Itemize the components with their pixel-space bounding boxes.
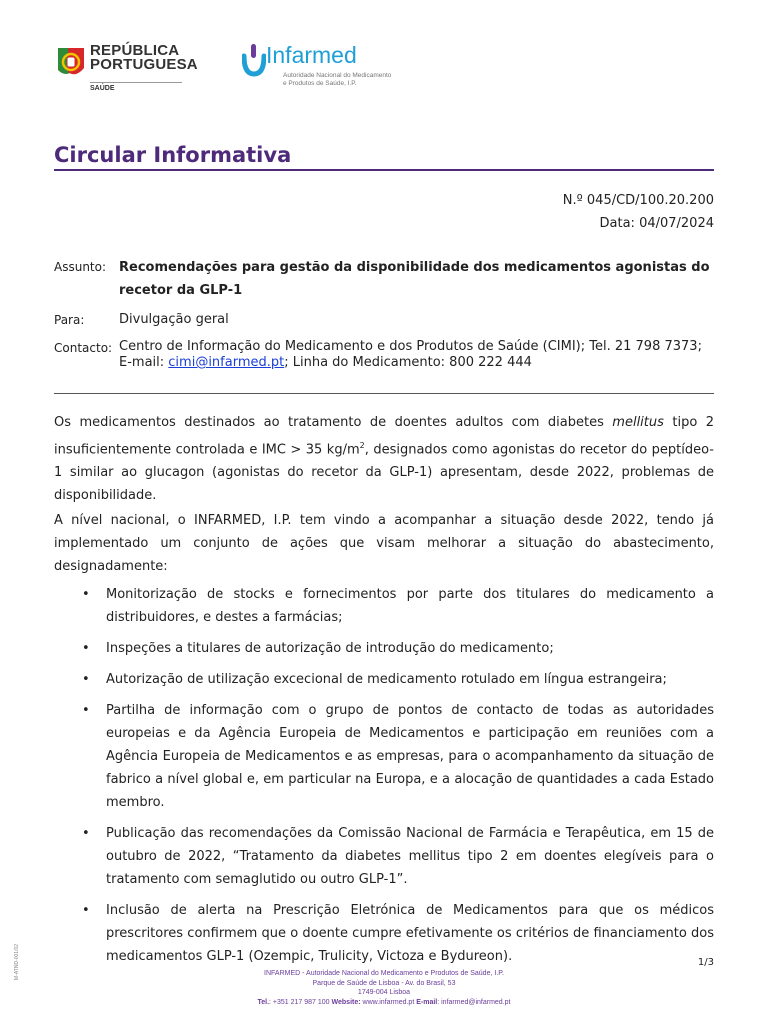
page-number: 1/3 — [697, 957, 714, 968]
list-item: • Monitorização de stocks e fornecimentos por parte dos titulares do medicamento a distribuidores, e destes a farmácias; — [82, 587, 714, 625]
document-reference: N.º 045/CD/100.20.200 — [562, 193, 714, 208]
list-item: • Inspeções a titulares de autorização de introdução do medicamento; — [82, 641, 554, 656]
header-separator — [54, 393, 714, 394]
list-item: • Inclusão de alerta na Prescrição Eletrónica de Medicamentos para que os médicos prescritores confirmem que o doente cumpre efetivamente os critérios de financiamento dos medicamentos GLP-1 (Ozempic, Trulicity, Victoza e Bydureon). — [82, 903, 714, 964]
actions-list — [54, 583, 714, 976]
infarmed-tagline: Autoridade Nacional do Medicamento e Produtos de Saúde, I.P. — [283, 72, 392, 87]
list-item: • Autorização de utilização excecional de medicamento rotulado em língua estrangeira; — [82, 672, 667, 687]
to-value: Divulgação geral — [119, 312, 229, 327]
list-item: • Partilha de informação com o grupo de pontos de contacto de todas as autoridades europeias e da Agência Europeia de Medicamentos e participação em reuniões com a Agência Europeia de Medicamentos e as empresas, para o acompanhamento da situação de fabrico a nível global e, em particular na Europa, e a alocação de quantidades a cada Estado membro. — [82, 703, 714, 810]
paragraph-intro: Os medicamentos destinados ao tratamento de doentes adultos com diabetes mellitus tipo 2 insuficientemente controlada e IMC > 35 $kg/m^2$, designados como agonistas do recetor do peptídeo-1 similar ao glucagon (agonistas do recetor da GLP-1) apresentam, desde 2022, problemas de disponibilidade. — [54, 415, 714, 504]
republica-portuguesa-name: REPÚBLICA PORTUGUESA — [90, 42, 198, 73]
contact-label: Contacto: — [54, 341, 113, 355]
ministry-label: SAÚDE — [90, 82, 182, 92]
title-underline — [54, 169, 714, 171]
paragraph-actions: A nível nacional, o INFARMED, I.P. tem vindo a acompanhar a situação desde 2022, tendo já implementado um conjunto de ações que visam melhorar a situação do abastecimento, designadamente: — [54, 513, 714, 574]
to-label: Para: — [54, 313, 85, 327]
document-date: Data: 04/07/2024 — [599, 216, 714, 231]
list-item: • Publicação das recomendações da Comissão Nacional de Farmácia e Terapêutica, em 15 de outubro de 2022, “Tratamento da diabetes mellitus tipo 2 em doentes elegíveis para o tratamento com semaglutido ou outro GLP-1”. — [82, 826, 714, 887]
footer-address: INFARMED - Autoridade Nacional do Medicamento e Produtos de Saúde, I.P. Parque de Saúde de Lisboa - Av. do Brasil, 53 1749-004 Lisboa Tel.: +351 217 987 100 Website: www.infarmed.pt E-mail: infarmed@infarmed.pt — [257, 970, 511, 1006]
subject-label: Assunto: — [54, 260, 107, 274]
republica-portuguesa-emblem — [54, 44, 88, 84]
infarmed-logo-icon — [242, 44, 266, 78]
infarmed-logo-name: Infarmed — [266, 42, 357, 68]
contact-email-link[interactable]: cimi@infarmed.pt — [168, 355, 285, 370]
contact-value: Centro de Informação do Medicamento e dos Produtos de Saúde (CIMI); Tel. 21 798 7373; E-mail: cimi@infarmed.pt; Linha do Medicamento: 800 222 444 — [119, 339, 702, 370]
subject-value: Recomendações para gestão da disponibilidade dos medicamentos agonistas do recetor da GLP-1 — [119, 260, 710, 298]
document-title: Circular Informativa — [54, 143, 292, 167]
form-code: M-ATND-001/02 — [14, 943, 20, 980]
